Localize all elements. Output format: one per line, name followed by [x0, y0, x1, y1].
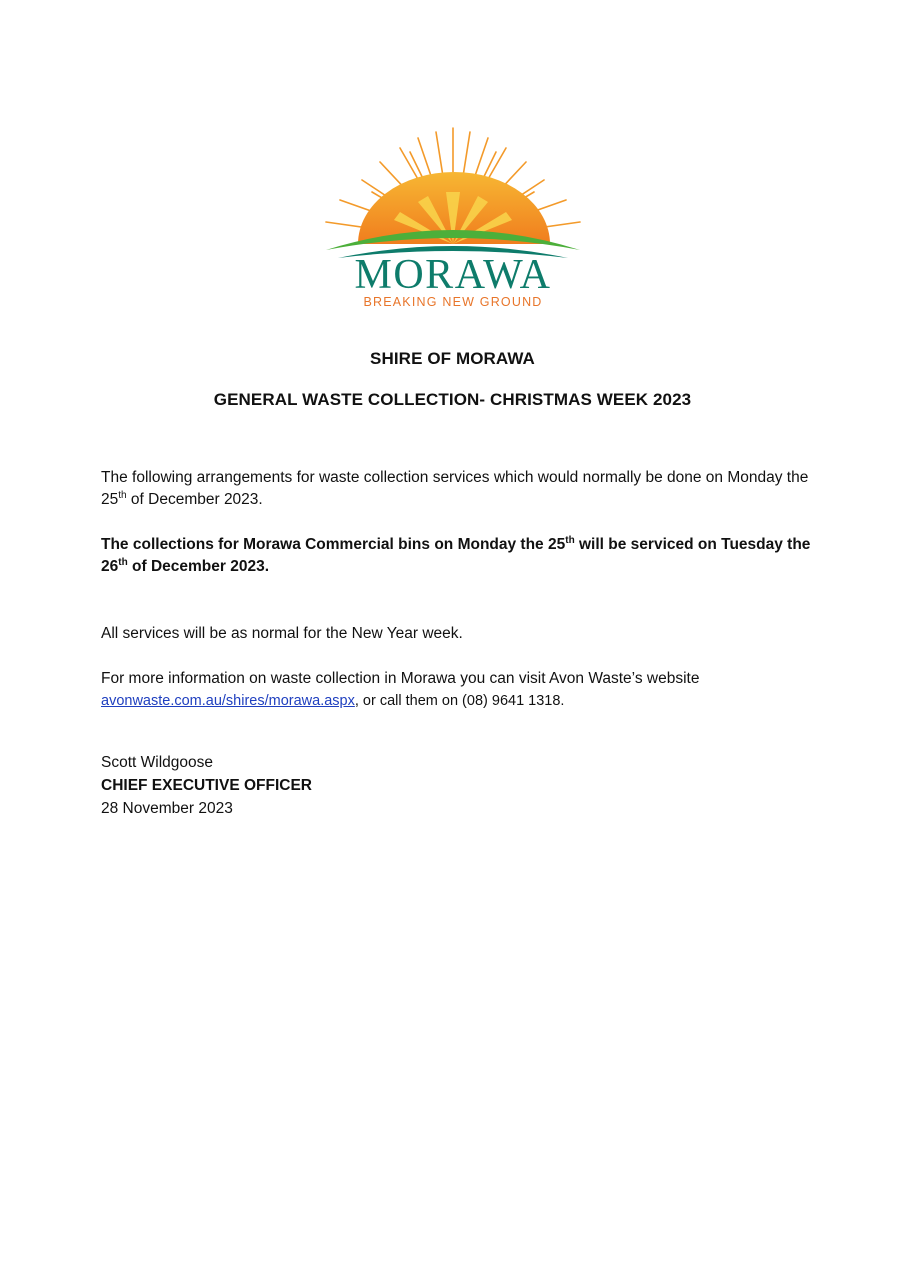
avon-waste-link[interactable]: avonwaste.com.au/shires/morawa.aspx: [101, 693, 355, 709]
p2-text-2: will be serviced on Tuesday the 26: [101, 536, 811, 575]
logo-name-text: MORAWA: [354, 252, 552, 298]
p1-text: The following arrangements for waste collection services which would normally be done on Monday the 25: [101, 469, 809, 508]
morawa-sun-logo-icon: [318, 122, 588, 314]
p2-text-1: The collections for Morawa Commercial bins on Monday the 25: [101, 536, 566, 553]
commercial-bins-paragraph: [101, 534, 821, 578]
new-year-paragraph: All services will be as normal for the New Year week.: [101, 625, 463, 642]
logo-tagline-text: BREAKING NEW GROUND: [363, 295, 543, 309]
more-info-text: For more information on waste collection in Morawa you can visit Avon Waste’s website: [101, 670, 700, 687]
p2-text-3: of December 2023.: [127, 558, 269, 575]
p1-sup: th: [118, 489, 127, 501]
p2-sup-2: th: [118, 556, 128, 568]
document-title: GENERAL WASTE COLLECTION- CHRISTMAS WEEK 2023: [213, 390, 692, 409]
morawa-logo: [318, 122, 588, 314]
signature-date: 28 November 2023: [101, 800, 233, 817]
arrangements-paragraph: [101, 467, 821, 511]
signature-block: [101, 751, 821, 820]
p1-text-end: of December 2023.: [126, 491, 263, 508]
more-info-phone-text: , or call them on (08) 9641 1318.: [354, 693, 565, 709]
org-heading: SHIRE OF MORAWA: [370, 349, 535, 368]
p2-sup-1: th: [565, 534, 575, 546]
more-info-paragraph: [101, 668, 821, 712]
signatory-position: CHIEF EXECUTIVE OFFICER: [101, 777, 312, 794]
signatory-name: Scott Wildgoose: [101, 754, 213, 771]
